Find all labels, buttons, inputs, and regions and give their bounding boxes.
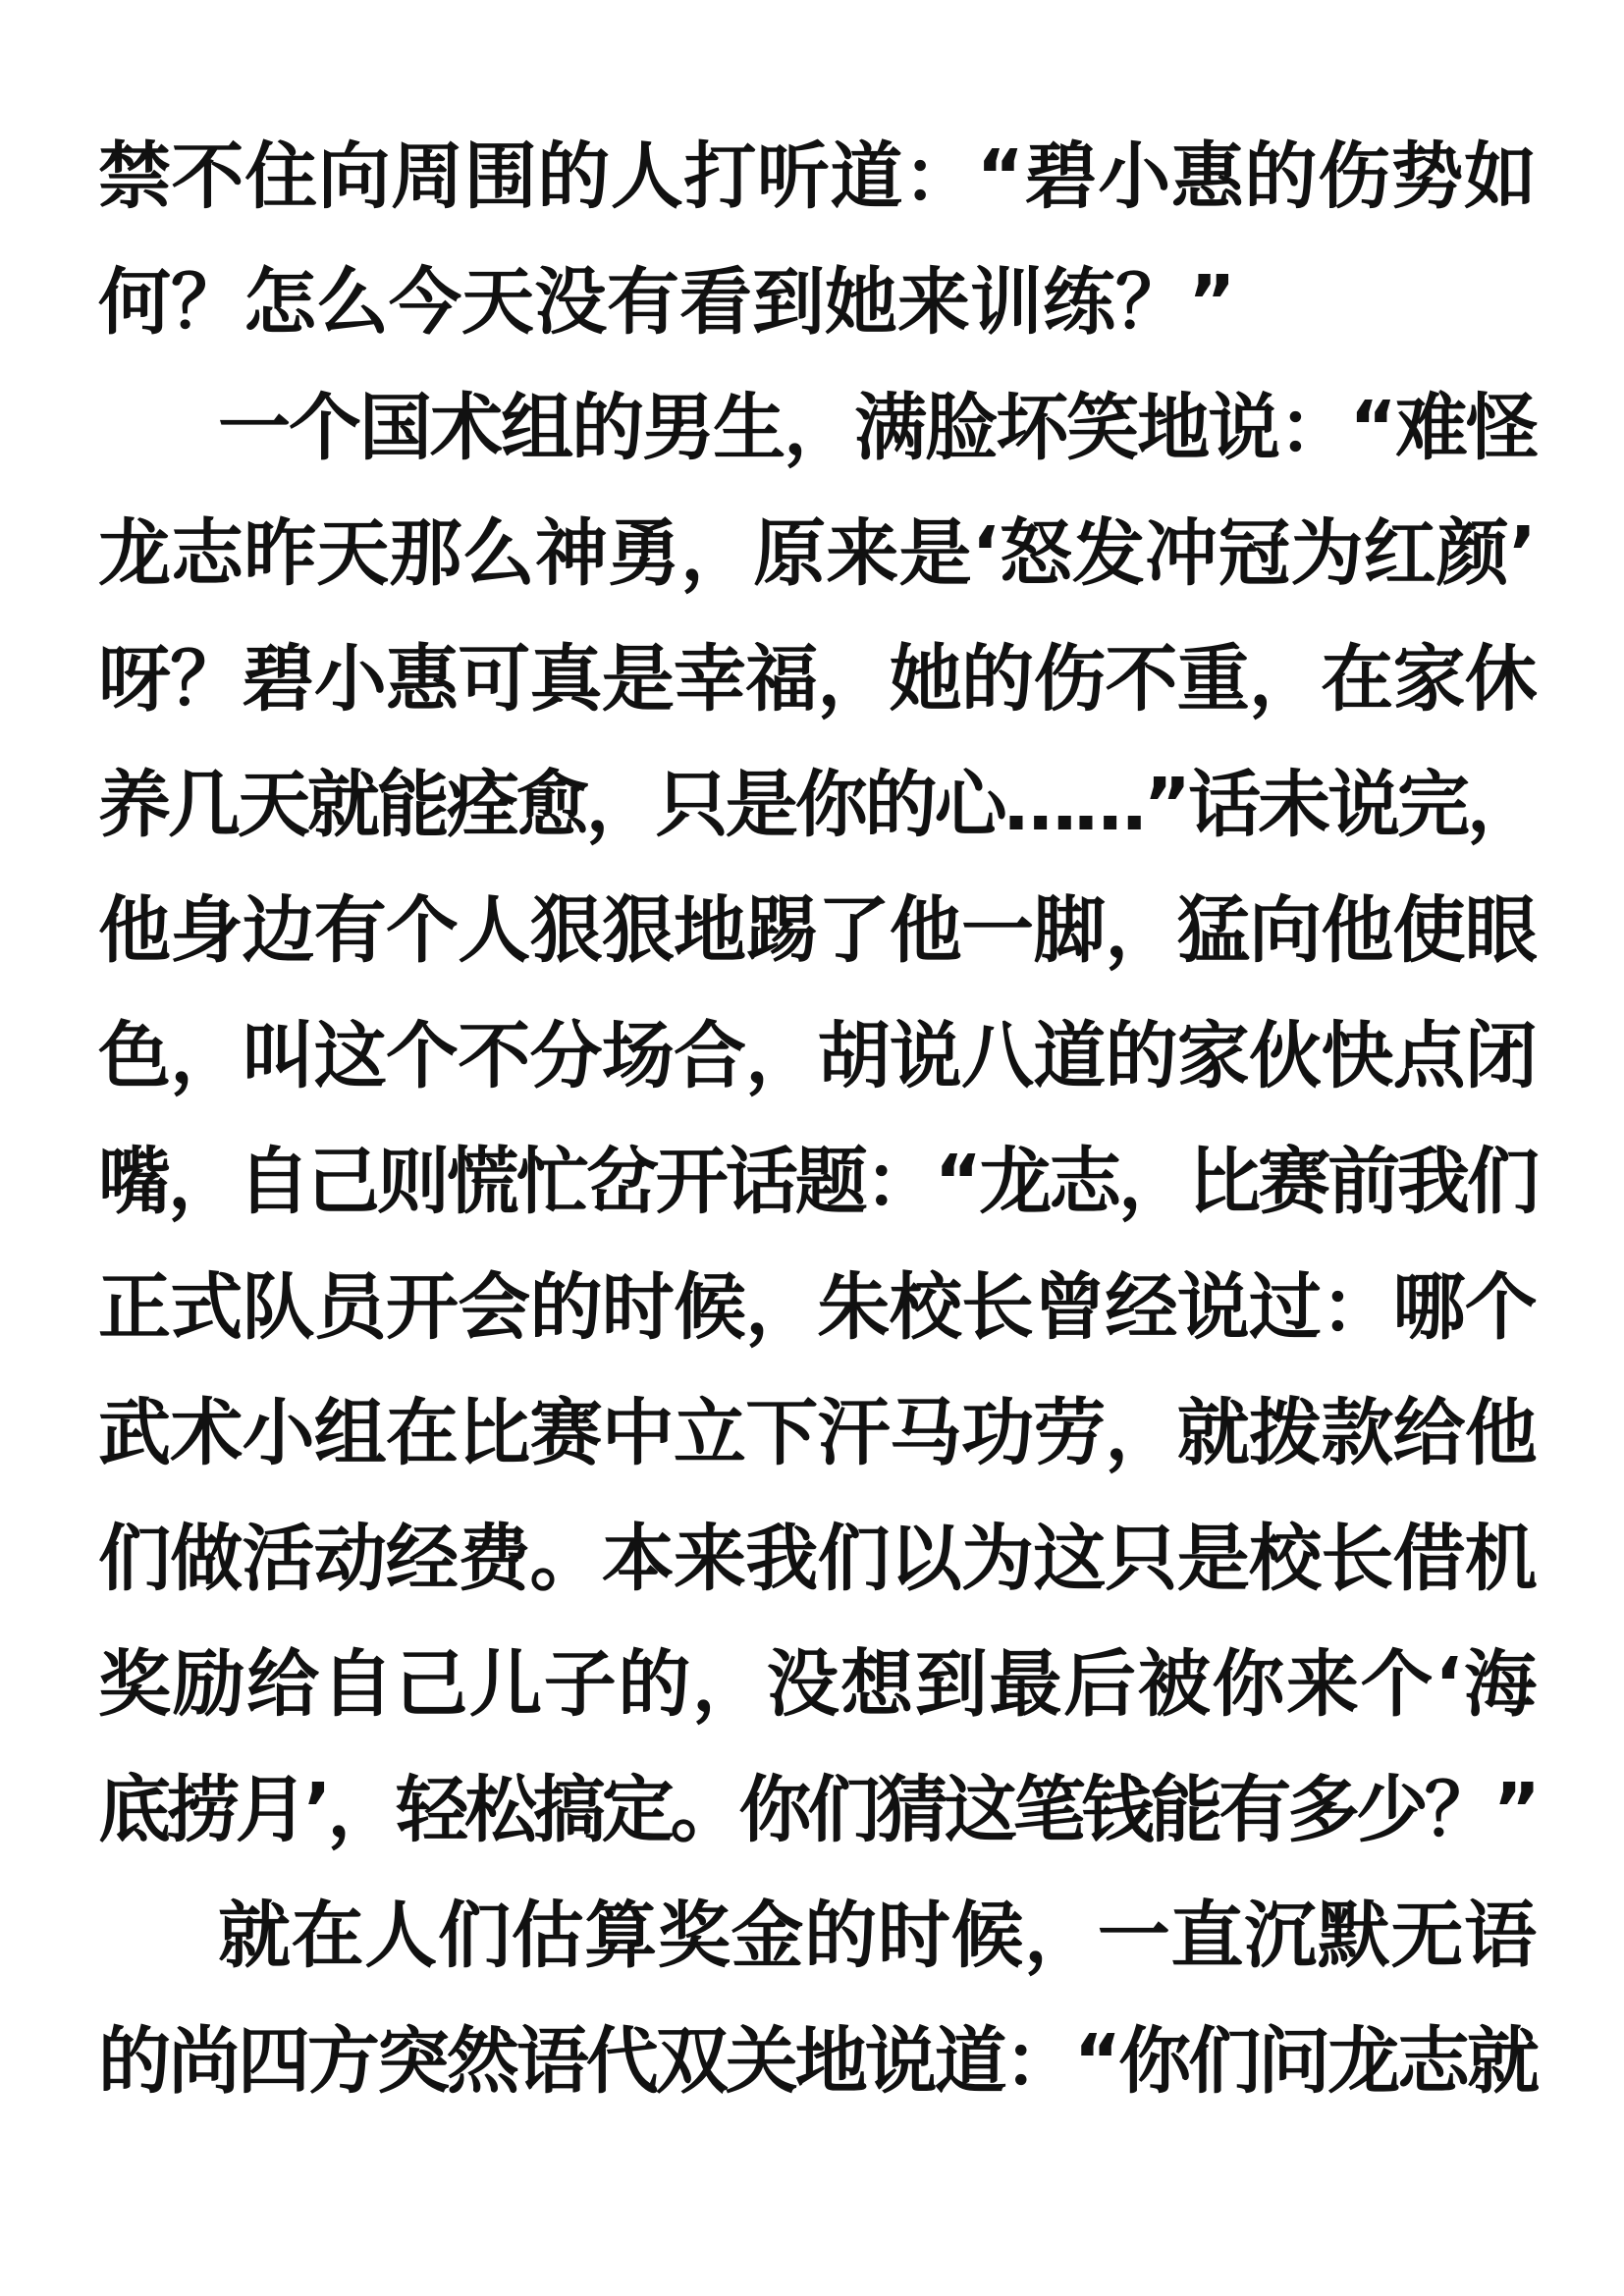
text-line: 底捞月’，轻松搞定。你们猜这笔钱能有多少？”	[98, 1768, 1537, 1852]
text-line: 武术小组在比赛中立下汗马功劳，就拨款给他	[98, 1391, 1537, 1475]
paragraph-first-line: 一个国术组的男生，满脸坏笑地说：“难怪	[218, 386, 1537, 470]
text-line: 呀？碧小惠可真是幸福，她的伤不重，在家休	[98, 637, 1537, 721]
body-text	[98, 114, 1537, 2124]
text-line: 禁不住向周围的人打听道：“碧小惠的伤势如	[98, 134, 1537, 219]
paragraph-first-line: 就在人们估算奖金的时候，一直沉默无语	[218, 1894, 1537, 1978]
text-line: 龙志昨天那么神勇，原来是‘怒发冲冠为红颜’	[98, 511, 1537, 596]
text-line: 色，叫这个不分场合，胡说八道的家伙快点闭	[98, 1014, 1537, 1098]
text-line: 嘴，自己则慌忙岔开话题：“龙志，比赛前我们	[98, 1140, 1537, 1224]
text-line: 养几天就能痊愈，只是你的心……”话未说完，	[98, 763, 1537, 847]
text-line: 何？怎么今天没有看到她来训练？”	[98, 260, 1236, 345]
text-line: 他身边有个人狠狠地踢了他一脚，猛向他使眼	[98, 888, 1537, 973]
text-line: 们做活动经费。本来我们以为这只是校长借机	[98, 1517, 1537, 1601]
text-line: 的尚四方突然语代双关地说道：“你们问龙志就	[98, 2019, 1537, 2104]
text-line: 奖励给自己儿子的，没想到最后被你来个‘海	[98, 1642, 1537, 1727]
text-line: 正式队员开会的时候，朱校长曾经说过：哪个	[98, 1265, 1537, 1350]
